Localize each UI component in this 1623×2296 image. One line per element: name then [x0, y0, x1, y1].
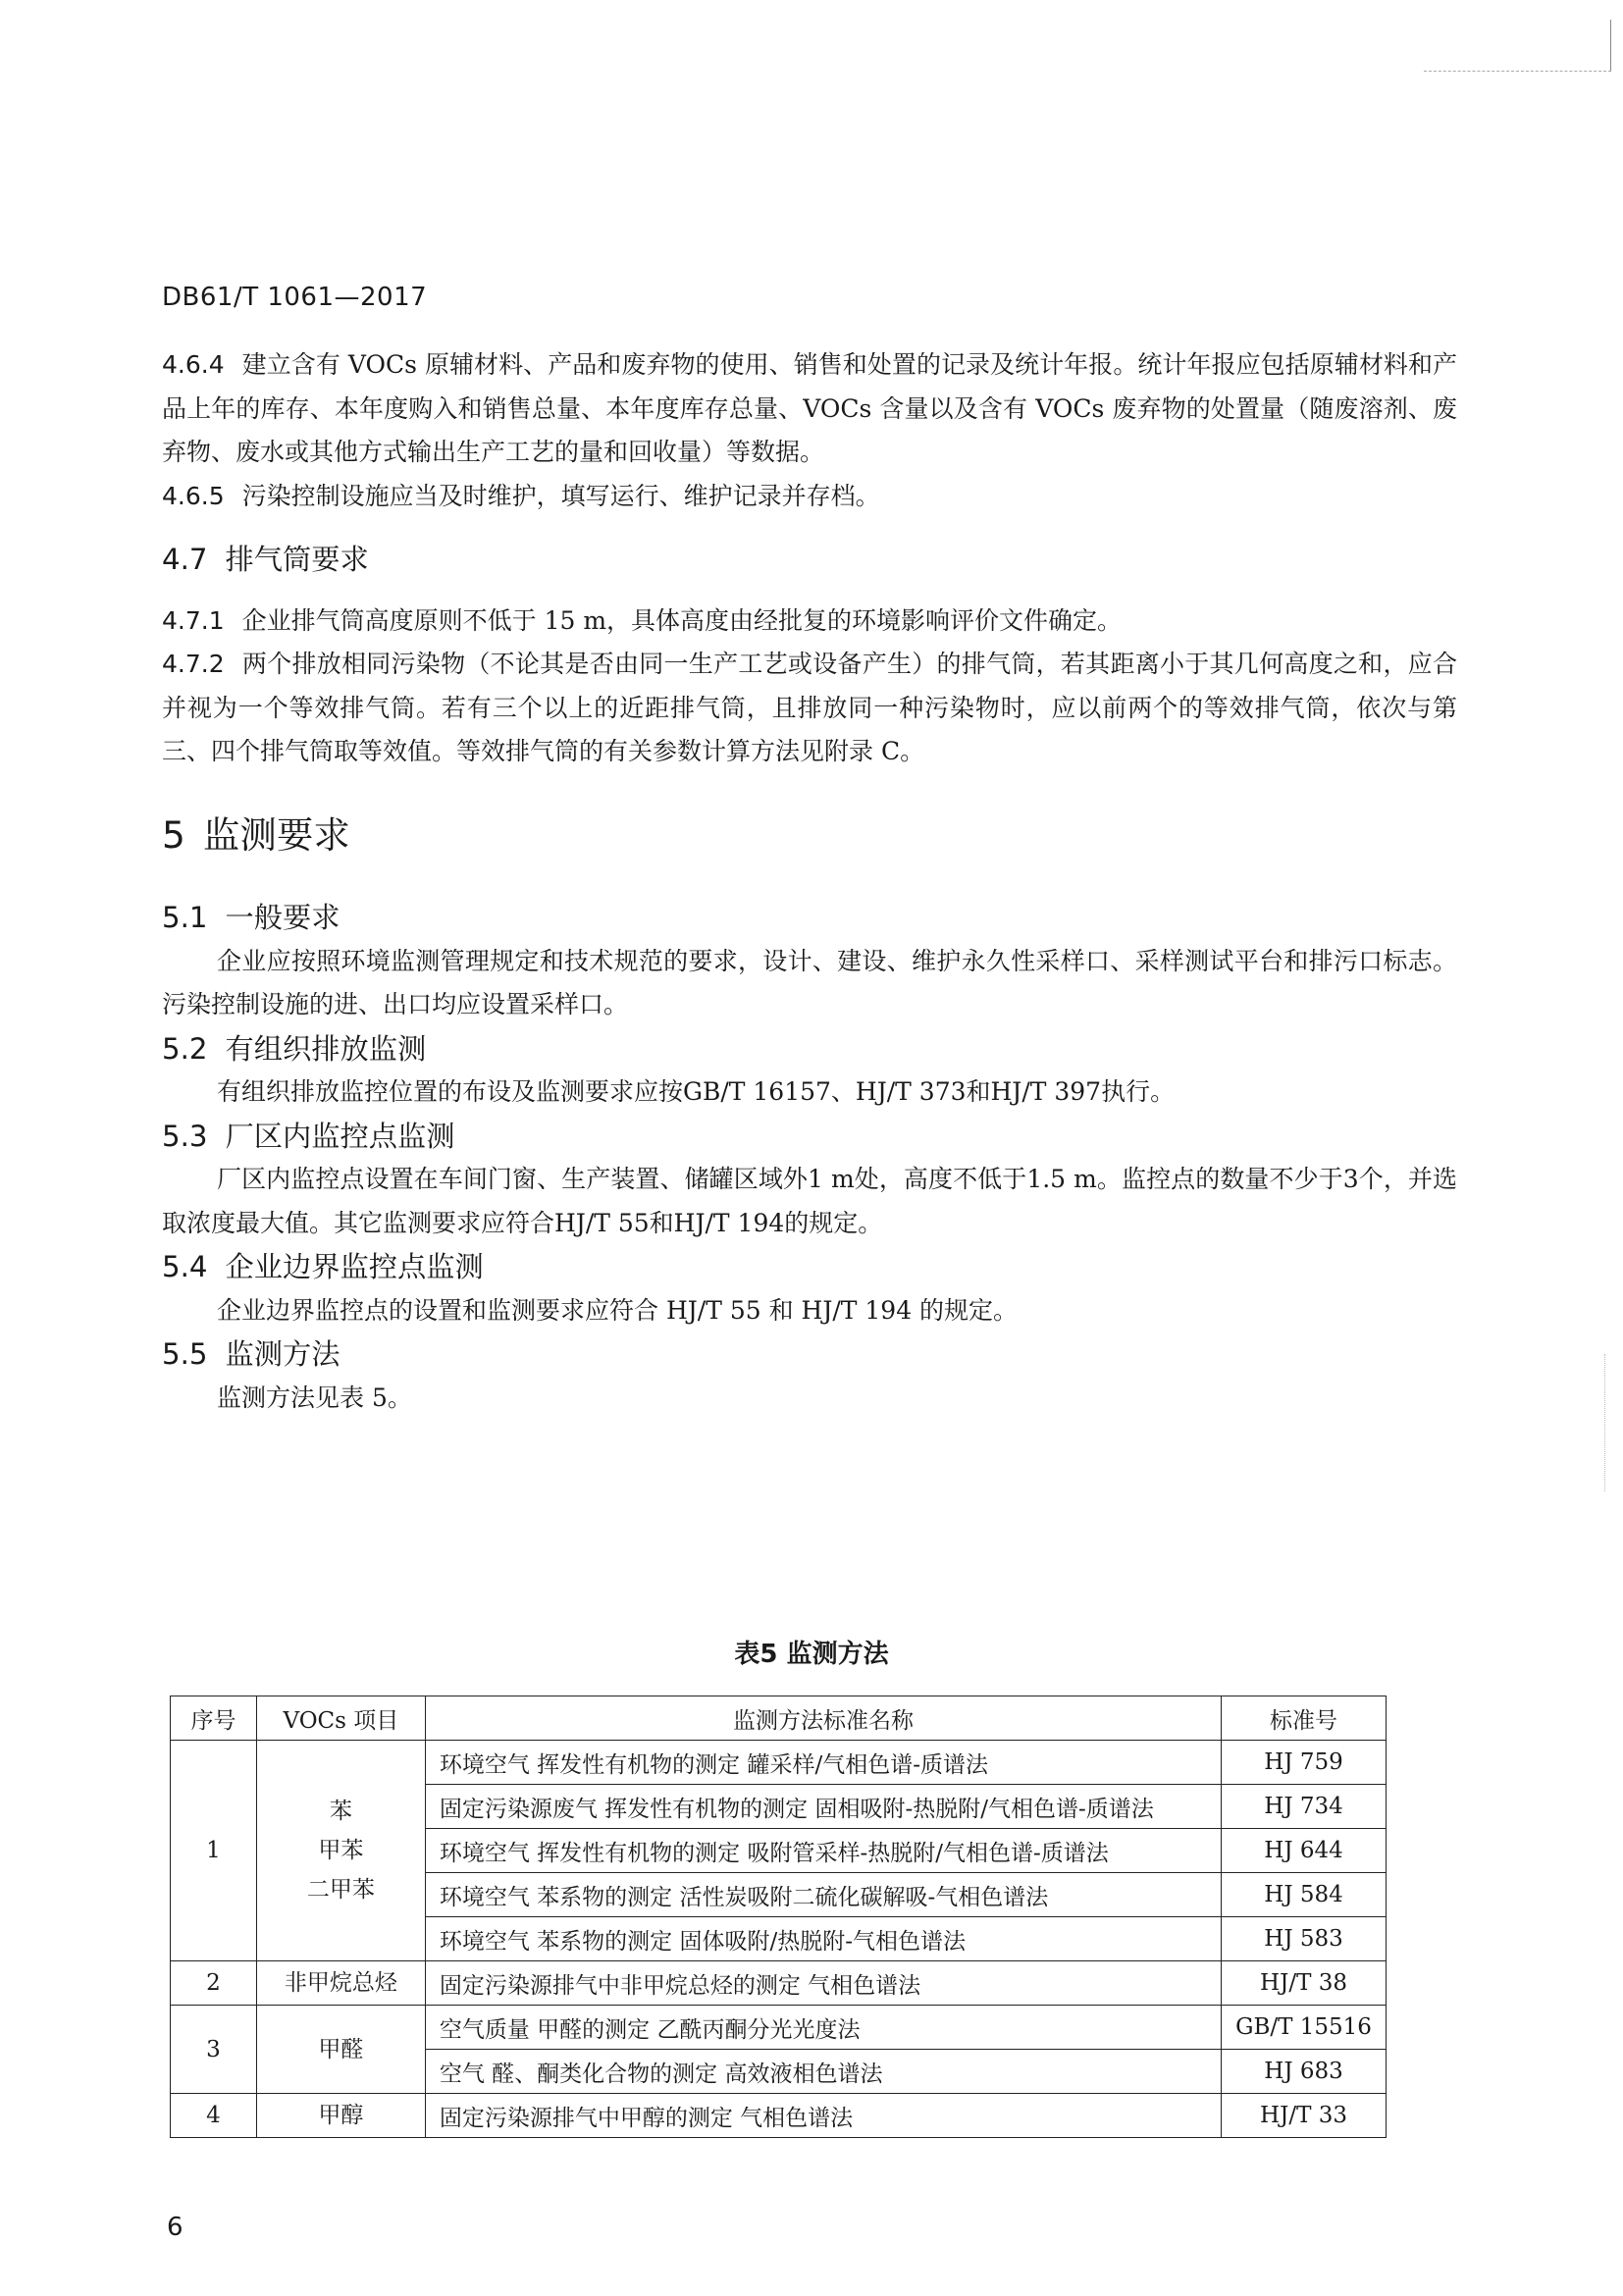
cell-item	[256, 1741, 425, 1961]
cell-std: HJ 734	[1222, 1785, 1387, 1829]
cell-seq: 1	[171, 1741, 257, 1961]
scan-corner-mark	[1424, 20, 1611, 72]
table-caption: 表5 监测方法	[734, 1640, 889, 1669]
cell-method: 环境空气 苯系物的测定 固体吸附/热脱附-气相色谱法	[425, 1917, 1221, 1961]
chapter-5-heading	[162, 813, 1457, 858]
heading-4-7	[162, 538, 1457, 582]
cell-method: 固定污染源排气中甲醇的测定 气相色谱法	[425, 2094, 1221, 2138]
cell-std: GB/T 15516	[1222, 2006, 1387, 2050]
cell-method: 环境空气 挥发性有机物的测定 罐采样/气相色谱-质谱法	[425, 1741, 1221, 1785]
item-line: 苯	[329, 1799, 352, 1824]
table-row	[171, 2094, 1387, 2138]
heading-title: 一般要求	[225, 901, 340, 934]
table-header-row	[171, 1696, 1387, 1741]
clause-4-7-2	[162, 643, 1457, 774]
item-line: 甲苯	[318, 1838, 364, 1863]
clause-number: 4.6.5	[162, 481, 225, 510]
document-body	[162, 343, 1457, 1420]
header-seq: 序号	[171, 1696, 257, 1741]
heading-number: 5.1	[162, 901, 208, 934]
header-item: VOCs 项目	[256, 1696, 425, 1741]
heading-number: 5	[162, 812, 185, 857]
clause-4-7-1	[162, 600, 1457, 644]
cell-std: HJ/T 33	[1222, 2094, 1387, 2138]
clause-text: 污染控制设施应当及时维护，填写运行、维护记录并存档。	[241, 481, 880, 510]
heading-5-3	[162, 1115, 1457, 1159]
cell-method: 固定污染源排气中非甲烷总烃的测定 气相色谱法	[425, 1961, 1221, 2006]
paragraph-5-5: 监测方法见表 5。	[217, 1383, 412, 1412]
paragraph-5-2: 有组织排放监控位置的布设及监测要求应按GB/T 16157、HJ/T 373和HJ/T 397执行。	[217, 1077, 1176, 1106]
heading-title: 监测要求	[202, 812, 350, 857]
clause-text: 两个排放相同污染物（不论其是否由同一生产工艺或设备产生）的排气筒，若其距离小于其几何高度之和，应合并视为一个等效排气筒。若有三个以上的近距排气筒，且排放同一种污染物时，应以前两个的等效排气筒，依次与第三、四个排气筒取等效值。等效排气筒的有关参数计算方法见附录 C。	[162, 650, 1457, 765]
cell-method: 固定污染源废气 挥发性有机物的测定 固相吸附-热脱附/气相色谱-质谱法	[425, 1785, 1221, 1829]
cell-method: 空气质量 甲醛的测定 乙酰丙酮分光光度法	[425, 2006, 1221, 2050]
clause-text: 建立含有 VOCs 原辅材料、产品和废弃物的使用、销售和处置的记录及统计年报。统计年报应包括原辅材料和产品上年的库存、本年度购入和销售总量、本年度库存总量、VOCs 含量以及含有 VOCs 废弃物的处置量（随废溶剂、废弃物、废水或其他方式输出生产工艺的量和回收量）等数据。	[162, 350, 1457, 466]
table-row	[171, 1961, 1387, 2006]
heading-5-2	[162, 1027, 1457, 1071]
cell-std: HJ 683	[1222, 2050, 1387, 2094]
heading-number: 4.7	[162, 543, 208, 576]
scan-edge-mark	[1602, 1354, 1605, 1491]
cell-method: 环境空气 苯系物的测定 活性炭吸附二硫化碳解吸-气相色谱法	[425, 1873, 1221, 1917]
clause-text: 企业排气筒高度原则不低于 15 m，具体高度由经批复的环境影响评价文件确定。	[241, 605, 1123, 635]
cell-method: 环境空气 挥发性有机物的测定 吸附管采样-热脱附/气相色谱-质谱法	[425, 1829, 1221, 1873]
heading-number: 5.2	[162, 1031, 208, 1066]
heading-title: 厂区内监控点监测	[225, 1119, 455, 1153]
cell-item: 非甲烷总烃	[256, 1961, 425, 2006]
cell-seq: 3	[171, 2006, 257, 2094]
table-row	[171, 1741, 1387, 1785]
cell-item: 甲醛	[256, 2006, 425, 2094]
cell-item: 甲醇	[256, 2094, 425, 2138]
table-row	[171, 2006, 1387, 2050]
heading-title: 排气筒要求	[225, 543, 369, 576]
clause-number: 4.7.1	[162, 605, 225, 635]
cell-seq: 2	[171, 1961, 257, 2006]
clause-number: 4.7.2	[162, 650, 225, 678]
heading-5-1	[162, 896, 1457, 940]
item-line: 二甲苯	[306, 1877, 375, 1903]
paragraph-5-4: 企业边界监控点的设置和监测要求应符合 HJ/T 55 和 HJ/T 194 的规定。	[217, 1295, 1019, 1325]
clause-4-6-5	[162, 475, 1457, 519]
heading-title: 监测方法	[225, 1337, 340, 1371]
clause-number: 4.6.4	[162, 350, 225, 379]
cell-std: HJ/T 38	[1222, 1961, 1387, 2006]
cell-std: HJ 759	[1222, 1741, 1387, 1785]
header-method: 监测方法标准名称	[425, 1696, 1221, 1741]
heading-title: 有组织排放监测	[225, 1031, 427, 1066]
cell-method: 空气 醛、酮类化合物的测定 高效液相色谱法	[425, 2050, 1221, 2094]
paragraph-5-3: 厂区内监控点设置在车间门窗、生产装置、储罐区域外1 m处，高度不低于1.5 m。监控点的数量不少于3个，并选取浓度最大值。其它监测要求应符合HJ/T 55和HJ/T 194的规定。	[162, 1165, 1457, 1237]
heading-5-5	[162, 1332, 1457, 1377]
standard-code: DB61/T 1061—2017	[162, 283, 428, 312]
page-number: 6	[167, 2213, 183, 2242]
heading-title: 企业边界监控点监测	[225, 1250, 484, 1283]
cell-std: HJ 584	[1222, 1873, 1387, 1917]
monitoring-methods-table	[170, 1696, 1387, 2138]
heading-5-4	[162, 1245, 1457, 1289]
cell-std: HJ 583	[1222, 1917, 1387, 1961]
header-std: 标准号	[1222, 1696, 1387, 1741]
clause-4-6-4	[162, 343, 1457, 475]
heading-number: 5.4	[162, 1250, 208, 1283]
cell-std: HJ 644	[1222, 1829, 1387, 1873]
heading-number: 5.3	[162, 1119, 208, 1153]
heading-number: 5.5	[162, 1337, 208, 1371]
paragraph-5-1: 企业应按照环境监测管理规定和技术规范的要求，设计、建设、维护永久性采样口、采样测试平台和排污口标志。污染控制设施的进、出口均应设置采样口。	[162, 946, 1457, 1018]
cell-seq: 4	[171, 2094, 257, 2138]
